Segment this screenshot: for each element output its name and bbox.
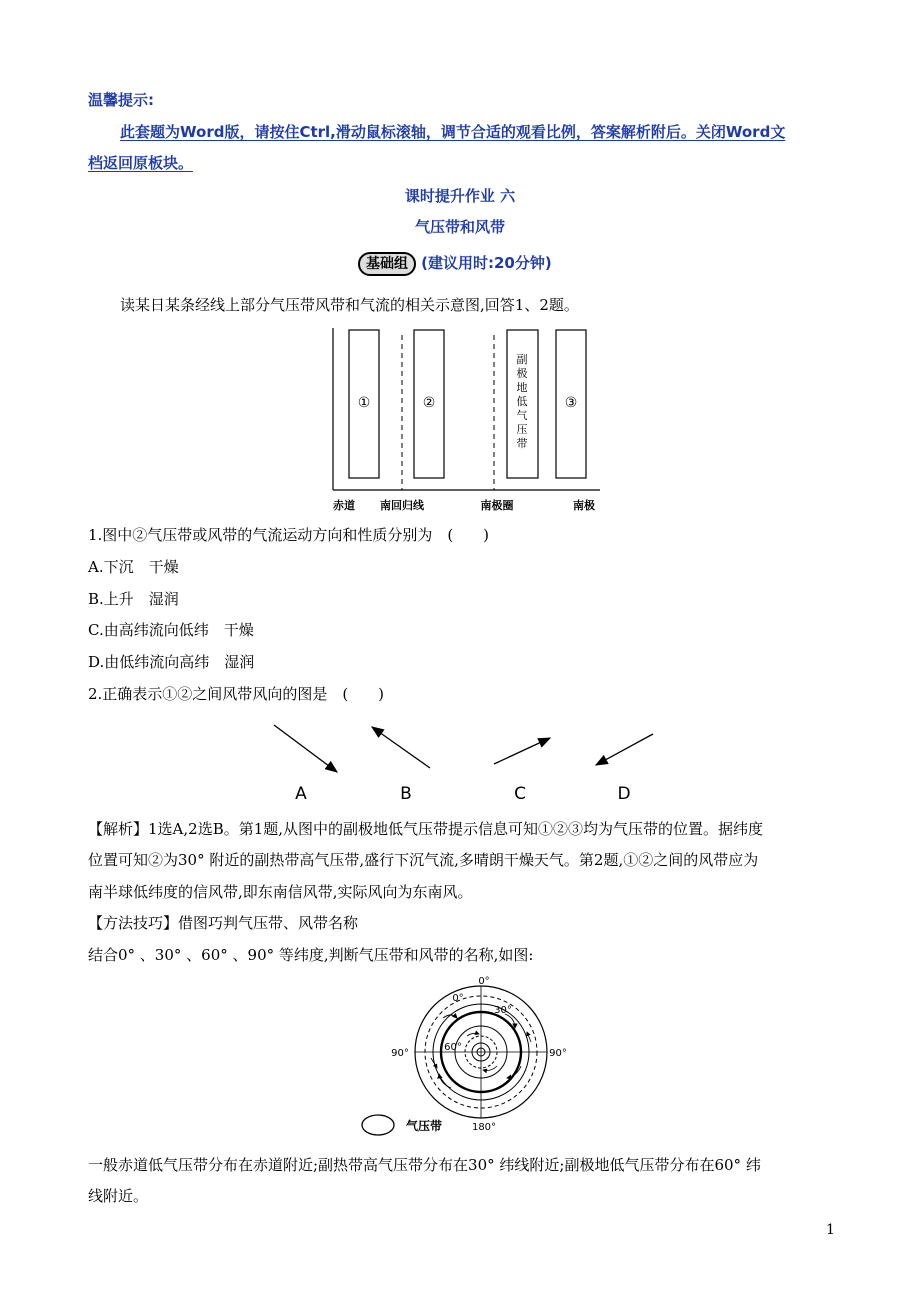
arrow-label-d: D — [617, 784, 631, 804]
tip-line-2[interactable]: 档返回原板块。 — [88, 154, 194, 172]
pressure-belt-diagram — [320, 325, 610, 515]
arrow-label-b: B — [400, 784, 412, 804]
q1-option-d[interactable]: D.由低纬流向高纬 湿润 — [88, 653, 255, 671]
q1-option-b[interactable]: B.上升 湿润 — [88, 590, 179, 608]
belt-vertical-char: 气 — [516, 409, 528, 422]
deg-label-right: 90° — [549, 1048, 567, 1059]
page-subtitle: 气压带和风带 — [414, 218, 505, 236]
q1-option-a[interactable]: A.下沉 干燥 — [88, 558, 179, 576]
conclusion-line-2: 线附近。 — [88, 1187, 149, 1205]
belt-label-3: ③ — [564, 395, 578, 411]
deg-label-left: 90° — [391, 1048, 409, 1059]
arrow-label-c: C — [514, 784, 526, 804]
axis-label-equator: 赤道 — [333, 499, 355, 512]
belt-vertical-char: 低 — [516, 395, 528, 408]
deg-label-top-inner: 0° — [452, 993, 464, 1004]
legend-ellipse-icon — [362, 1115, 394, 1135]
wind-direction-options — [260, 720, 670, 810]
belt-vertical-char: 压 — [516, 423, 528, 436]
conclusion-line-1: 一般赤道低气压带分布在赤道附近;副热带高气压带分布在30° 纬线附近;副极地低气压带分布在60° 纬 — [88, 1156, 761, 1174]
axis-label-tropic: 南回归线 — [380, 499, 424, 512]
belt-vertical-char: 地 — [516, 381, 528, 394]
arrow-option-c[interactable] — [494, 738, 550, 764]
page-title: 课时提升作业 六 — [404, 187, 516, 205]
analysis-line-2: 位置可知②为30° 附近的副热带高气压带,盛行下沉气流,多晴朗干燥天气。第2题,①②之间的风带应为 — [88, 851, 759, 869]
method-line: 结合0° 、30° 、60° 、90° 等纬度,判断气压带和风带的名称,如图: — [88, 946, 534, 964]
belt-vertical-char: 副 — [516, 353, 528, 366]
deg-label-bottom: 180° — [471, 1122, 497, 1133]
analysis-line-1: 【解析】1选A,2选B。第1题,从图中的副极地低气压带提示信息可知①②③均为气压带的位置。据纬度 — [88, 820, 764, 838]
tip-line-1[interactable]: 此套题为Word版，请按住Ctrl,滑动鼠标滚轴，调节合适的观看比例，答案解析附后。关闭Word文 — [120, 123, 786, 141]
deg-label-top: 0° — [478, 976, 490, 987]
arrow-label-a: A — [295, 784, 307, 804]
deg-label-60: 60° — [444, 1042, 462, 1053]
intro-text: 读某日某条经线上部分气压带风带和气流的相关示意图,回答1、2题。 — [120, 296, 579, 314]
belt-vertical-char: 极 — [516, 367, 528, 380]
arrow-option-a[interactable] — [274, 725, 337, 772]
tip-title: 温馨提示: — [88, 91, 154, 109]
legend-label: 气压带 — [406, 1119, 443, 1133]
suggested-time: (建议用时:20分钟) — [421, 254, 552, 272]
belt-label-2: ② — [422, 395, 436, 411]
legend — [360, 1112, 480, 1140]
q1-option-c[interactable]: C.由高纬流向低纬 干燥 — [88, 621, 254, 639]
page-number: 1 — [826, 1222, 835, 1238]
difficulty-badge-row — [358, 252, 552, 276]
arrow-option-d[interactable] — [596, 734, 653, 765]
difficulty-badge: 基础组 — [358, 252, 416, 276]
belt-label-1: ① — [357, 395, 371, 411]
analysis-line-3: 南半球低纬度的信风带,即东南信风带,实际风向为东南风。 — [88, 883, 473, 901]
axis-label-south-pole: 南极 — [573, 499, 595, 512]
deg-label-30: 30° — [494, 1005, 512, 1016]
axis-label-antarctic-circle: 南极圈 — [480, 499, 514, 512]
belt-vertical-char: 带 — [516, 437, 528, 450]
question-1-stem: 1.图中②气压带或风带的气流运动方向和性质分别为 ( ) — [88, 526, 490, 544]
arrow-option-b[interactable] — [372, 727, 430, 768]
question-2-stem: 2.正确表示①②之间风带风向的图是 ( ) — [88, 685, 385, 703]
method-title: 【方法技巧】借图巧判气压带、风带名称 — [88, 914, 359, 932]
